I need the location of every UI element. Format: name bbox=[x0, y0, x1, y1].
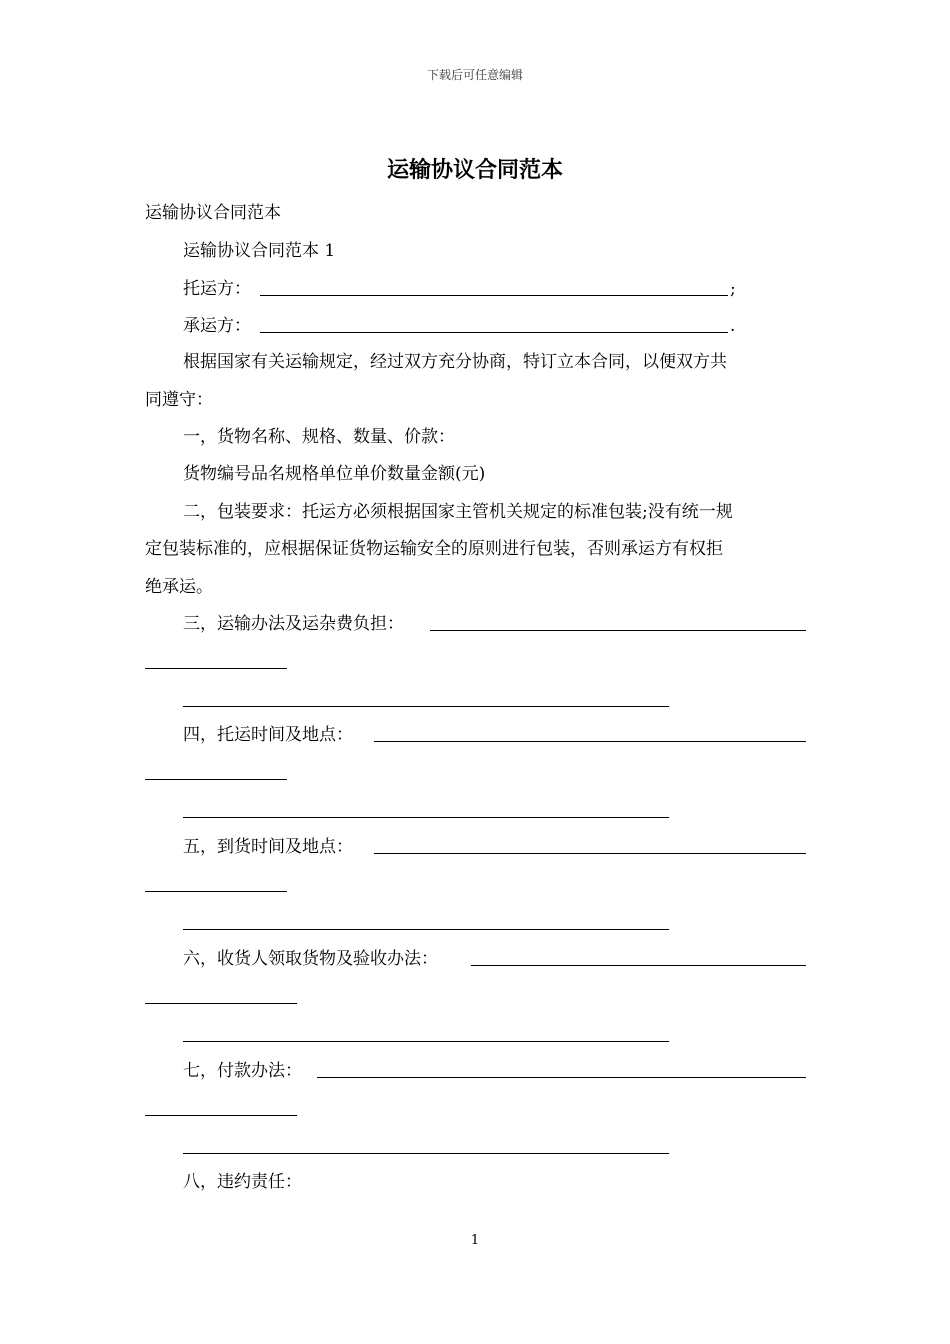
section-6-blank bbox=[183, 1041, 669, 1042]
section-4-heading: 四，托运时间及地点： bbox=[183, 725, 353, 745]
shipper-label: 托运方： bbox=[183, 279, 251, 299]
section-5-blank bbox=[145, 891, 287, 892]
section-6-blank bbox=[145, 1003, 297, 1004]
carrier-blank bbox=[260, 332, 728, 333]
section-5-blank bbox=[183, 929, 669, 930]
page-number: 1 bbox=[470, 1233, 480, 1248]
section-6-blank bbox=[471, 965, 806, 966]
page-header: 下载后可任意编辑 bbox=[426, 68, 523, 82]
section-3-heading: 三，运输办法及运杂费负担： bbox=[183, 614, 404, 634]
carrier-end: . bbox=[730, 316, 736, 336]
section-3-blank bbox=[183, 706, 669, 707]
section-1-heading: 一，货物名称、规格、数量、价款： bbox=[183, 427, 455, 447]
subtitle-line: 运输协议合同范本 bbox=[145, 203, 281, 223]
section-4-blank bbox=[183, 817, 669, 818]
section-7-blank bbox=[317, 1077, 806, 1078]
contract-heading: 运输协议合同范本 1 bbox=[183, 241, 336, 261]
section-8-heading: 八，违约责任： bbox=[183, 1172, 302, 1192]
paragraph-line: 根据国家有关运输规定，经过双方充分协商，特订立本合同，以便双方共 bbox=[183, 352, 727, 372]
section-5-blank bbox=[374, 853, 806, 854]
paragraph-line: 同遵守： bbox=[145, 390, 213, 410]
section-7-blank bbox=[145, 1115, 297, 1116]
section-4-blank bbox=[145, 779, 287, 780]
goods-table-header: 货物编号品名规格单位单价数量金额(元) bbox=[183, 464, 486, 484]
section-7-heading: 七，付款办法： bbox=[183, 1061, 302, 1081]
section-4-blank bbox=[374, 741, 806, 742]
section-3-blank bbox=[430, 630, 806, 631]
shipper-blank bbox=[260, 295, 728, 296]
section-5-heading: 五，到货时间及地点： bbox=[183, 837, 353, 857]
section-3-blank bbox=[145, 668, 287, 669]
carrier-label: 承运方： bbox=[183, 316, 251, 336]
section-6-heading: 六，收货人领取货物及验收办法： bbox=[183, 949, 438, 969]
section-2-line: 二，包装要求：托运方必须根据国家主管机关规定的标准包装;没有统一规 bbox=[183, 502, 733, 522]
section-2-line: 定包装标准的，应根据保证货物运输安全的原则进行包装，否则承运方有权拒 bbox=[145, 539, 723, 559]
section-2-line: 绝承运。 bbox=[145, 577, 213, 597]
section-7-blank bbox=[183, 1153, 669, 1154]
document-title: 运输协议合同范本 bbox=[386, 158, 563, 183]
shipper-end: ; bbox=[730, 279, 736, 299]
